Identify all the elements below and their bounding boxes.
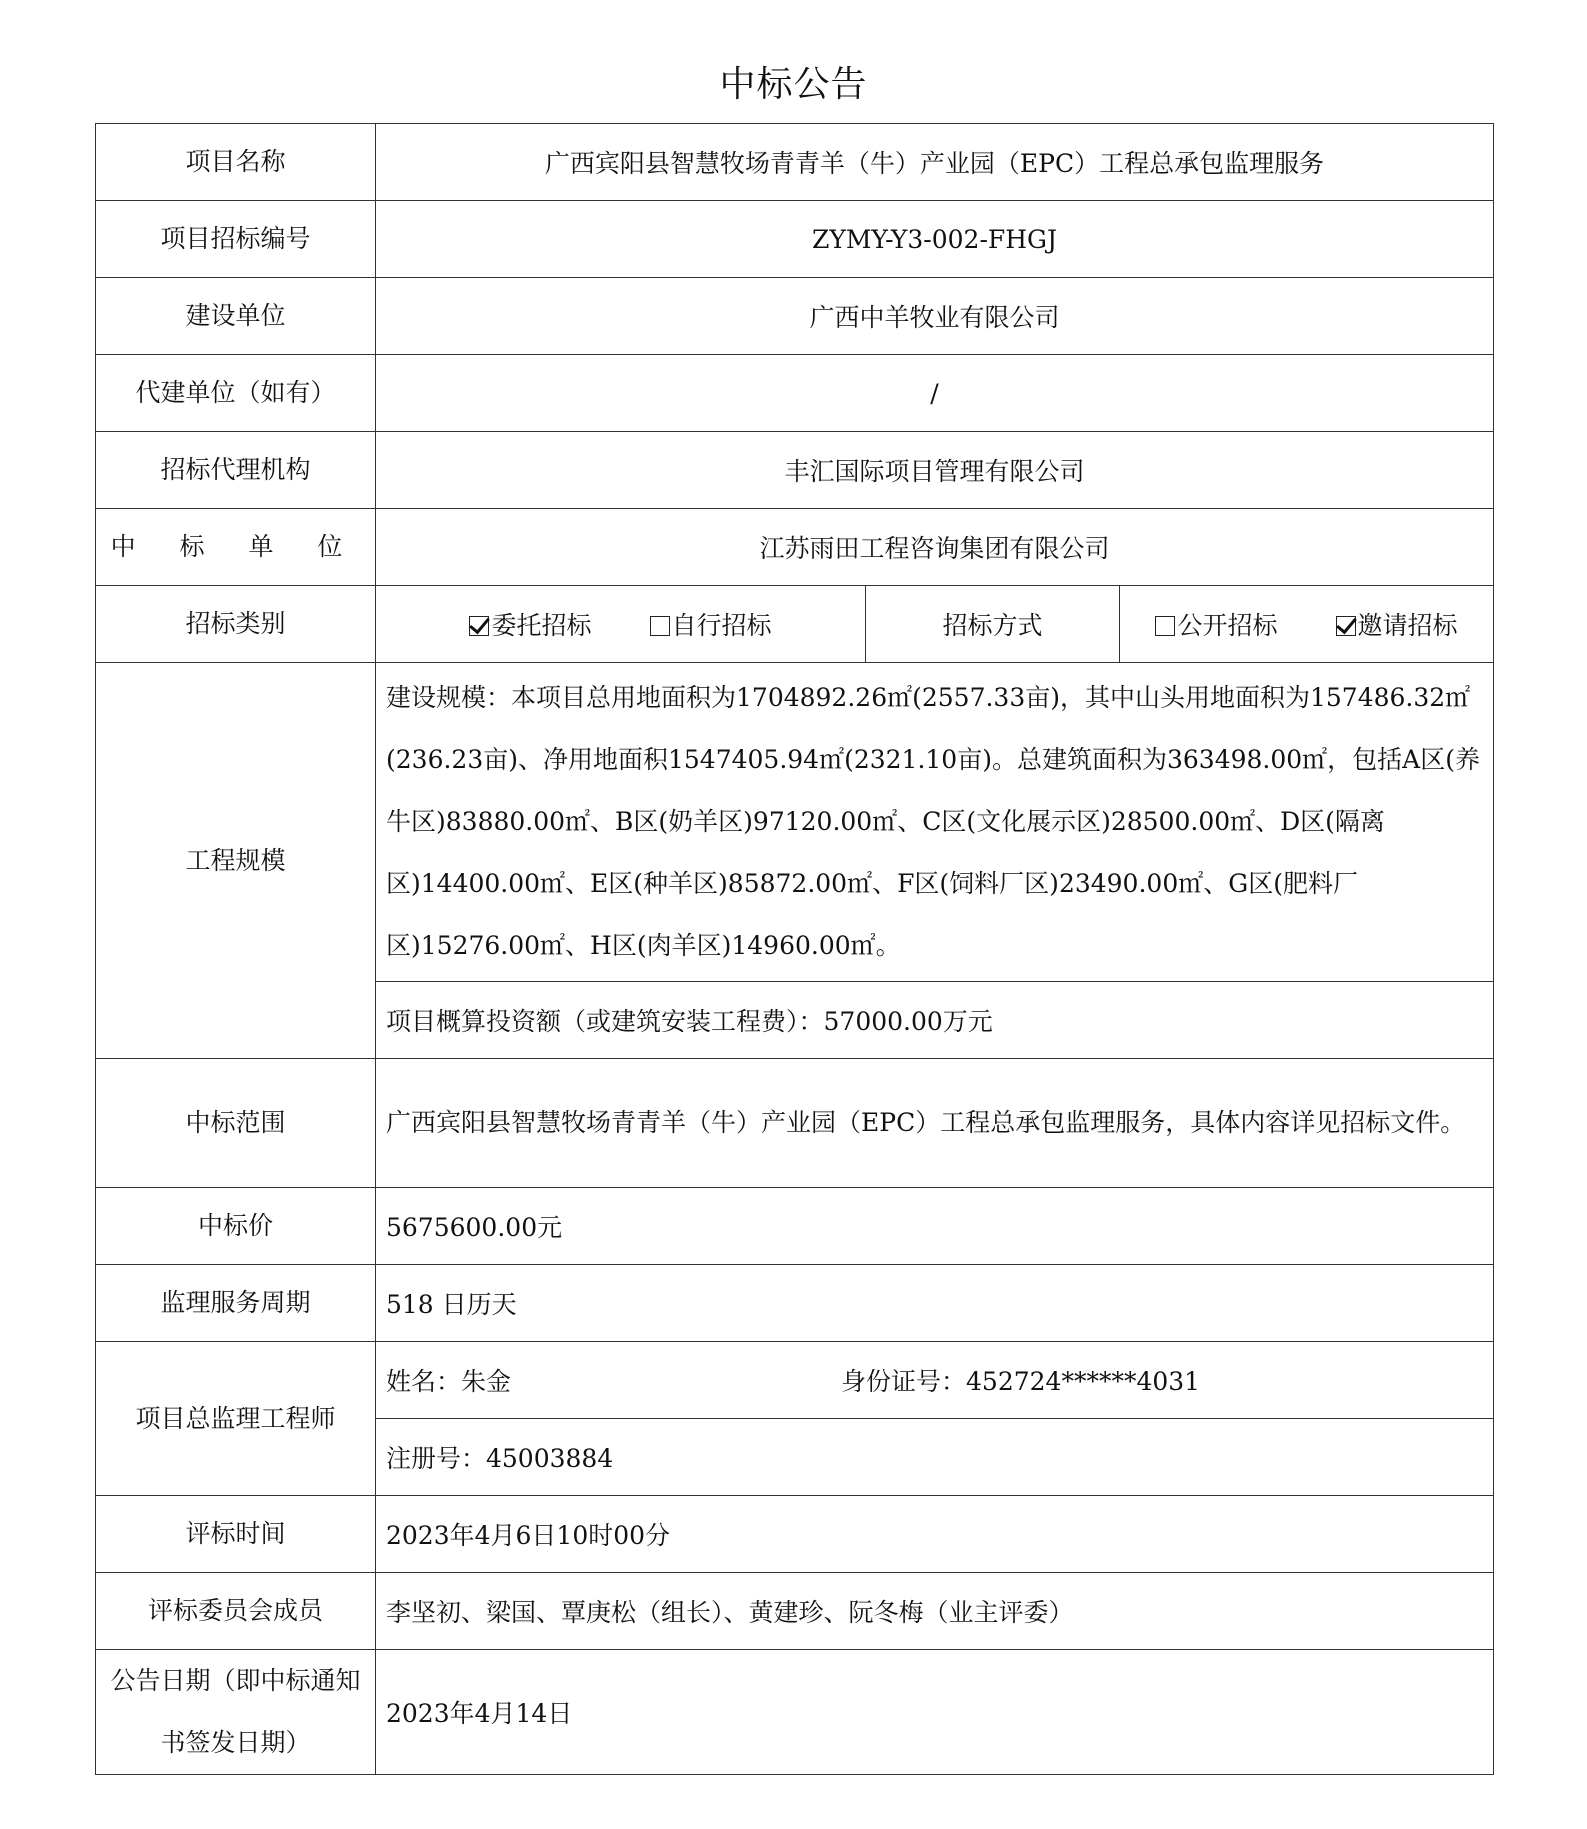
value-committee: 李坚初、梁国、覃庚松（组长）、黄建珍、阮冬梅（业主评委） bbox=[376, 1573, 1494, 1650]
checkbox-entrusted-checked-icon bbox=[469, 616, 489, 636]
row-builder bbox=[96, 278, 1494, 355]
page-title: 中标公告 bbox=[719, 64, 868, 105]
label-agent-builder: 代建单位（如有） bbox=[96, 355, 376, 432]
value-eval-time: 2023年4月6日10时00分 bbox=[376, 1496, 1494, 1573]
value-scale: 建设规模：本项目总用地面积为1704892.26㎡(2557.33亩)，其中山头用地面积为157486.32㎡(236.23亩)、净用地面积1547405.94㎡(2321.10亩)。总建筑面积为363498.00㎡，包括A区(养牛区)83880.00㎡、B区(奶羊区)97120.00㎡、C区(文化展示区)28500.00㎡、D区(隔离区)14400.00㎡、E区(种羊区)85872.00㎡、F区(饲料厂区)23490.00㎡、G区(肥料厂区)15276.00㎡、H区(肉羊区)14960.00㎡。 bbox=[376, 663, 1494, 982]
row-agent-builder bbox=[96, 355, 1494, 432]
option-self: 自行招标 bbox=[671, 611, 772, 640]
value-investment: 项目概算投资额（或建筑安装工程费）：57000.00万元 bbox=[376, 982, 1494, 1059]
value-price: 5675600.00元 bbox=[376, 1188, 1494, 1265]
row-price bbox=[96, 1188, 1494, 1265]
engineer-info bbox=[376, 1342, 1494, 1419]
row-agency bbox=[96, 432, 1494, 509]
label-scope: 中标范围 bbox=[96, 1059, 376, 1188]
row-scale bbox=[96, 663, 1494, 982]
label-project-code: 项目招标编号 bbox=[96, 201, 376, 278]
value-agency: 丰汇国际项目管理有限公司 bbox=[376, 432, 1494, 509]
value-notice-date: 2023年4月14日 bbox=[376, 1650, 1494, 1775]
value-project-code: ZYMY-Y3-002-FHGJ bbox=[376, 201, 1494, 278]
value-scope: 广西宾阳县智慧牧场青青羊（牛）产业园（EPC）工程总承包监理服务，具体内容详见招标文件。 bbox=[376, 1059, 1494, 1188]
checkbox-self-unchecked-icon bbox=[650, 616, 670, 636]
option-entrusted: 委托招标 bbox=[491, 611, 592, 640]
row-notice-date bbox=[96, 1650, 1494, 1775]
category-options bbox=[376, 586, 866, 663]
row-winner bbox=[96, 509, 1494, 586]
label-committee: 评标委员会成员 bbox=[96, 1573, 376, 1650]
value-project-name: 广西宾阳县智慧牧场青青羊（牛）产业园（EPC）工程总承包监理服务 bbox=[376, 124, 1494, 201]
value-period: 518 日历天 bbox=[376, 1265, 1494, 1342]
value-winner: 江苏雨田工程咨询集团有限公司 bbox=[376, 509, 1494, 586]
engineer-id: 身份证号：452724******4031 bbox=[841, 1367, 1201, 1396]
checkbox-open-unchecked-icon bbox=[1155, 616, 1175, 636]
option-invite: 邀请招标 bbox=[1357, 611, 1458, 640]
engineer-name: 姓名：朱金 bbox=[386, 1367, 512, 1396]
label-method: 招标方式 bbox=[866, 586, 1120, 663]
label-builder: 建设单位 bbox=[96, 278, 376, 355]
value-agent-builder: / bbox=[376, 355, 1494, 432]
row-scope bbox=[96, 1059, 1494, 1188]
row-project-name bbox=[96, 124, 1494, 201]
label-notice-date: 公告日期（即中标通知书签发日期） bbox=[96, 1650, 376, 1775]
engineer-reg: 注册号：45003884 bbox=[376, 1419, 1494, 1496]
label-price: 中标价 bbox=[96, 1188, 376, 1265]
label-eval-time: 评标时间 bbox=[96, 1496, 376, 1573]
row-category bbox=[96, 586, 1494, 663]
option-open: 公开招标 bbox=[1177, 611, 1278, 640]
method-options bbox=[1120, 586, 1494, 663]
label-scale: 工程规模 bbox=[96, 663, 376, 1059]
row-eval-time bbox=[96, 1496, 1494, 1573]
label-period: 监理服务周期 bbox=[96, 1265, 376, 1342]
row-period bbox=[96, 1265, 1494, 1342]
label-winner: 中 标 单 位 bbox=[96, 509, 376, 586]
value-builder: 广西中羊牧业有限公司 bbox=[376, 278, 1494, 355]
notice-table bbox=[95, 123, 1494, 1775]
label-agency: 招标代理机构 bbox=[96, 432, 376, 509]
row-engineer bbox=[96, 1342, 1494, 1419]
checkbox-invite-checked-icon bbox=[1336, 616, 1356, 636]
row-project-code bbox=[96, 201, 1494, 278]
label-engineer: 项目总监理工程师 bbox=[96, 1342, 376, 1496]
row-committee bbox=[96, 1573, 1494, 1650]
label-category: 招标类别 bbox=[96, 586, 376, 663]
label-project-name: 项目名称 bbox=[96, 124, 376, 201]
